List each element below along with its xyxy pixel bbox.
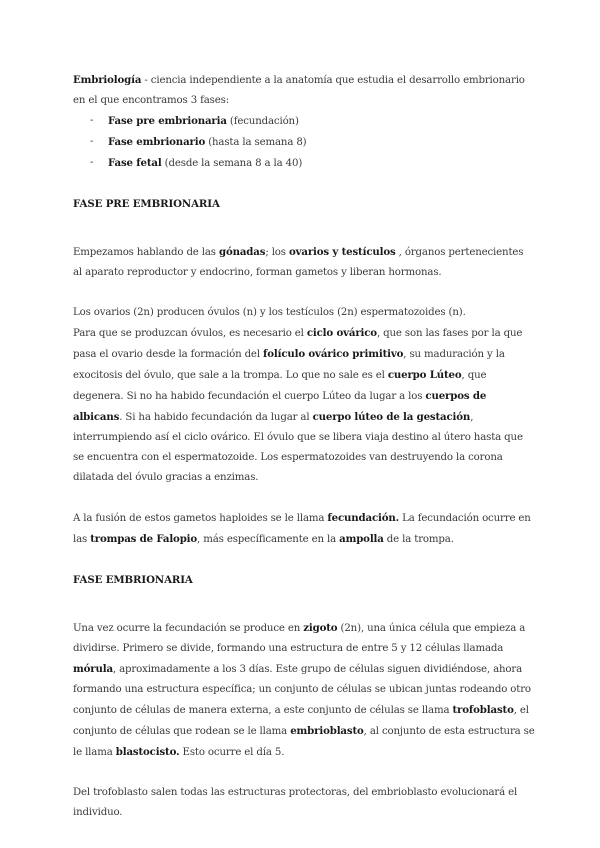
spacer xyxy=(73,763,535,783)
phase-item: - Fase embrionario (hasta la semana 8) xyxy=(73,132,535,153)
spacer xyxy=(73,590,535,610)
term-embriologia: Embriología xyxy=(73,74,142,86)
ovarios-line: Los ovarios (2n) producen óvulos (n) y los testículos (2n) espermatozoides (n). xyxy=(73,307,466,318)
trofoblasto-paragraph: Del trofoblasto salen todas las estructuras protectoras, del embrioblasto evolucionará el individuo. xyxy=(73,787,518,818)
ciclo-ovarico-paragraph: Para que se produzcan óvulos, es necesario el ciclo ovárico, que son las fases por la que pasa el ovario desde la formación del folículo ovárico primitivo, su maduración y la exocitosis del óvulo, que sale a la trompa. Lo que no sale es el cuerpo Lúteo, que degenera. Si no ha habido fecundación el cuerpo Lúteo da lugar a los cuerpos de albicans. Si ha habido fecundación da lugar al cuerpo lúteo de la gestación, interrumpiendo así el ciclo ovárico. El óvulo que se libera viaja destino al útero hasta que se encuentra con el espermatozoide. Los espermatozoides van destruyendo la corona dilatada del óvulo gracias a enzimas. xyxy=(73,327,523,483)
phases-list xyxy=(73,111,535,174)
spacer xyxy=(73,550,535,570)
dash-bullet-icon: - xyxy=(90,157,94,168)
gonadas-paragraph: Empezamos hablando de las gónadas; los ovarios y testículos , órganos pertenecientes al aparato reproductor y endocrino, forman gametos y liberan hormonas. xyxy=(73,246,524,278)
zigoto-paragraph: Una vez ocurre la fecundación se produce en zigoto (2n), una única célula que empieza a dividirse. Primero se divide, formando una estructura de entre 5 y 12 células llamada mórula, aproximadamente a los 3 días. Este grupo de células siguen dividiéndose, ahora formando una estructura específica; un conjunto de células se ubican juntas rodeando otro conjunto de células de manera externa, a este conjunto de células se llama trofoblasto, el conjunto de células que rodean se le llama embrioblasto, al conjunto de esta estructura se le llama blastocisto. Esto ocurre el día 5. xyxy=(73,622,535,758)
spacer xyxy=(73,283,535,303)
spacer xyxy=(73,488,535,508)
spacer xyxy=(73,610,535,618)
phase-item: - Fase fetal (desde la semana 8 a la 40) xyxy=(73,153,535,174)
fecundacion-paragraph: A la fusión de estos gametos haploides se le llama fecundación. La fecundación ocurre en las trompas de Falopio, más específicamente en la ampolla de la trompa. xyxy=(73,512,531,545)
section-heading-pre-embrionaria: FASE PRE EMBRIONARIA xyxy=(73,198,220,210)
dash-bullet-icon: - xyxy=(90,136,94,147)
phase-item: - Fase pre embrionaria (fecundación) xyxy=(73,111,535,132)
spacer xyxy=(73,214,535,234)
dash-bullet-icon: - xyxy=(90,115,94,126)
spacer xyxy=(73,234,535,242)
intro-paragraph: Embriología - ciencia independiente a la anatomía que estudia el desarrollo embrionario en el que encontramos 3 fases: xyxy=(73,74,525,106)
spacer xyxy=(73,174,535,194)
document-body xyxy=(73,70,535,823)
section-heading-embrionaria: FASE EMBRIONARIA xyxy=(73,574,193,586)
